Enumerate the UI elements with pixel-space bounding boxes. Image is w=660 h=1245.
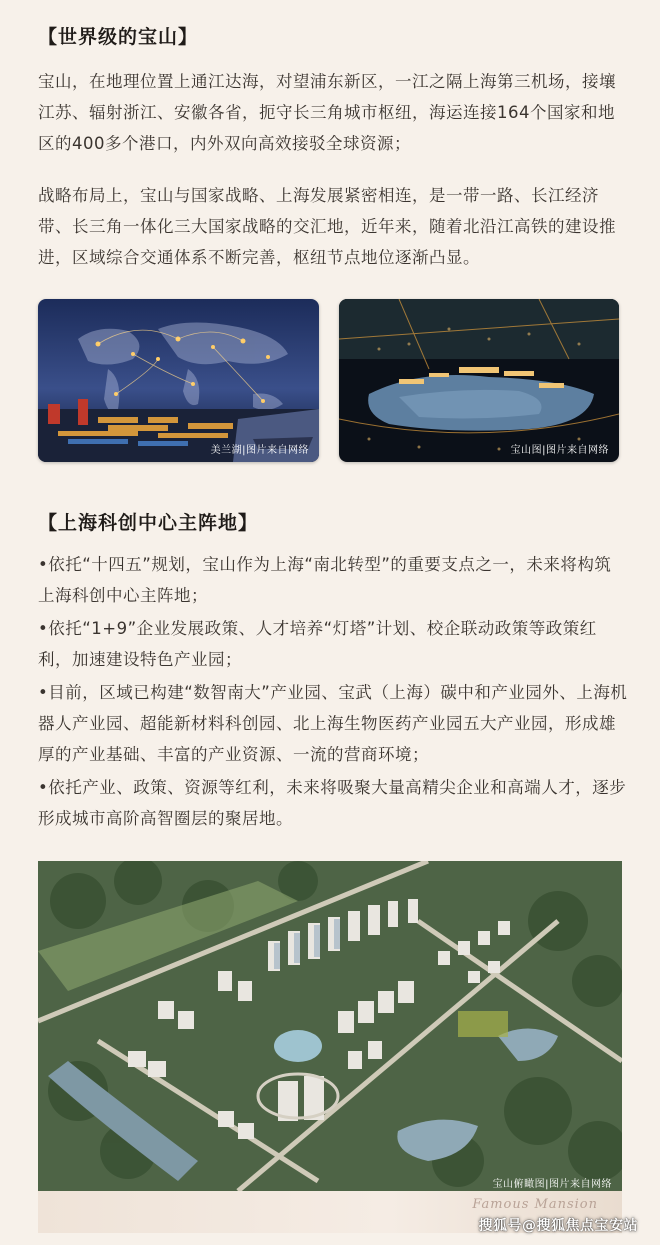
source-watermark: 搜狐号@搜狐焦点宝安站 bbox=[478, 1218, 638, 1234]
section-heading-world-class: 【世界级的宝山】 bbox=[38, 26, 199, 48]
bullet-policy-dividends: •依托“1+9”企业发展政策、人才培养“灯塔”计划、校企联动政策等政策红利，加速建设特色产业园； bbox=[38, 619, 597, 669]
photo-caption-port: 美兰湖|图片来自网络 bbox=[210, 445, 309, 456]
paragraph-strategy: 战略布局上，宝山与国家战略、上海发展紧密相连，是一带一路、长江经济带、长三角一体化三大国家战略的交汇地，近年来，随着北沿江高铁的建设推进，区域综合交通体系不断完善，枢纽节点地位逐渐凸显。 bbox=[38, 186, 616, 267]
photo-caption-lake: 宝山图|图片来自网络 bbox=[510, 445, 609, 456]
port-world-map-photo bbox=[38, 299, 319, 462]
night-lake-aerial-photo bbox=[339, 299, 619, 462]
district-aerial-rendering bbox=[38, 861, 622, 1233]
section-heading-tech-center: 【上海科创中心主阵地】 bbox=[38, 512, 259, 534]
bullet-five-year-plan: •依托“十四五”规划，宝山作为上海“南北转型”的重要支点之一，未来将构筑上海科创中心主阵地； bbox=[38, 555, 612, 605]
bullet-talent-attraction: •依托产业、政策、资源等红利，未来将吸聚大量高精尖企业和高端人才，逐步形成城市高阶高智圈层的聚居地。 bbox=[38, 778, 627, 828]
brand-script: Famous Mansion bbox=[472, 1197, 598, 1212]
aerial-caption: 宝山俯瞰图|图片来自网络 bbox=[492, 1179, 612, 1190]
bullet-industrial-parks: •目前，区域已构建“数智南大”产业园、宝武（上海）碳中和产业园外、上海机器人产业园、超能新材料科创园、北上海生物医药产业园五大产业园，形成雄厚的产业基础、丰富的产业资源、一流的营商环境； bbox=[38, 683, 628, 764]
paragraph-location: 宝山，在地理位置上通江达海，对望浦东新区，一江之隔上海第三机场，接壤江苏、辐射浙江、安徽各省，扼守长三角城市枢纽，海运连接164个国家和地区的400多个港口，内外双向高效接驳全球资源； bbox=[38, 72, 616, 153]
